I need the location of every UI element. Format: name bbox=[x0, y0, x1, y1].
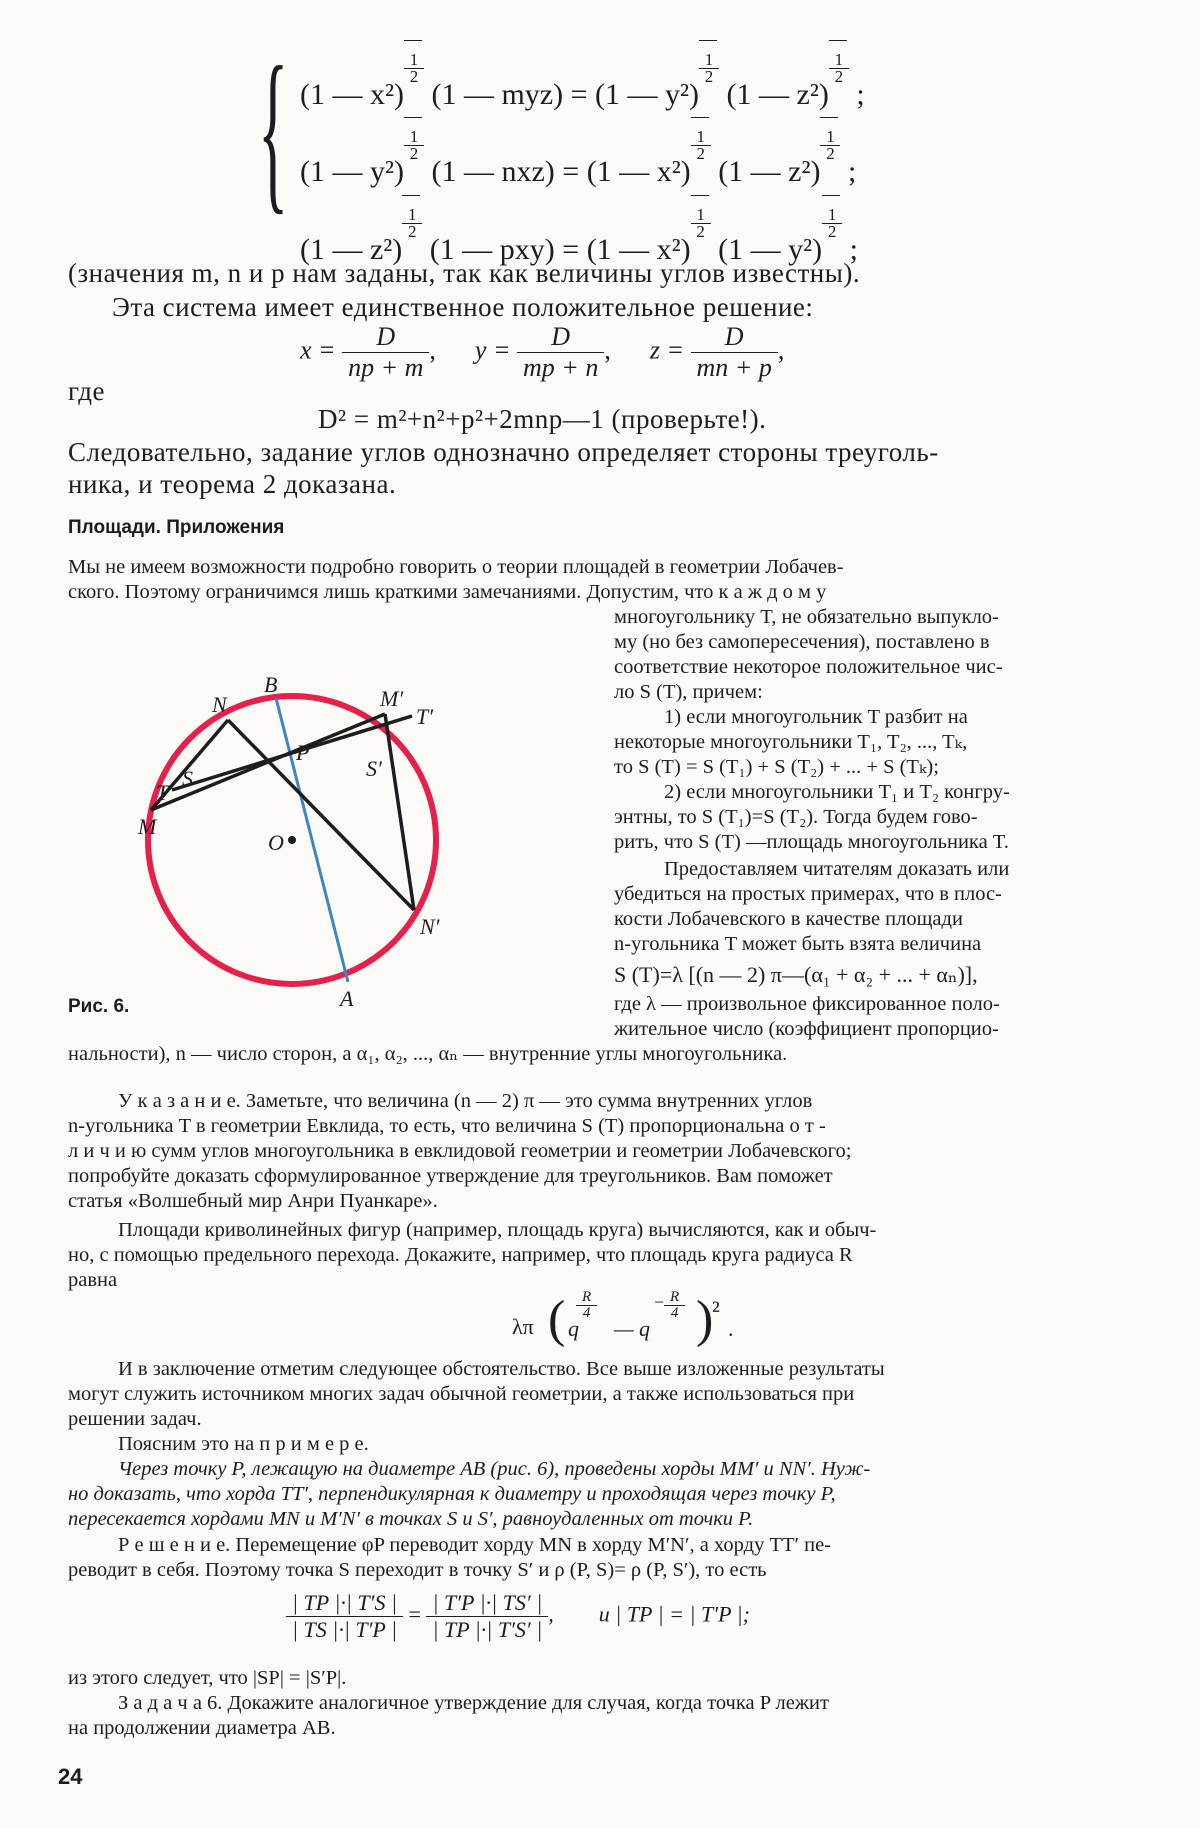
curv-line-3: равна bbox=[68, 1269, 118, 1291]
eq3-rhs: (1 — y²) bbox=[718, 233, 823, 266]
solution-line-1: Р е ш е н и е. Перемещение φP переводит хорду MN в хорду M′N′, а хорду TT′ пе- bbox=[118, 1534, 831, 1556]
eq3-exp1: $\frac{1}{2}$ bbox=[402, 191, 422, 240]
label-b: B bbox=[264, 672, 278, 697]
hint-line-5: статья «Волшебный мир Анри Пуанкаре». bbox=[68, 1190, 438, 1212]
p1-line-8: некоторые многоугольники T₁, T₂, ..., Tₖ, bbox=[614, 731, 968, 753]
z-fraction: $\frac{D}{mn + p}$ bbox=[691, 322, 778, 383]
hint-line-2: n-угольника T в геометрии Евклида, то есть, что величина S (T) пропорциональна о т - bbox=[68, 1115, 826, 1137]
where-label: где bbox=[68, 376, 105, 406]
exp-2: $\frac{R}{4}$ bbox=[664, 1290, 685, 1321]
eq3-exp3: $\frac{1}{2}$ bbox=[822, 191, 842, 240]
x-lhs: x = bbox=[300, 335, 336, 365]
eq2-mid: (1 — nxz) = (1 — x²) bbox=[431, 155, 691, 188]
example-line-4: пересекается хордами MN и M′N′ в точках S и S′, равноудаленных от точки P. bbox=[68, 1508, 754, 1530]
p1-line-12: рить, что S (T) —площадь многоугольника T. bbox=[614, 831, 1009, 853]
final-line-1: И в заключение отметим следующее обстоятельство. Все выше изложенные результаты bbox=[118, 1358, 885, 1380]
center-point bbox=[288, 836, 296, 844]
p1-line-10: 2) если многоугольники T₁ и T₂ конгру- bbox=[664, 781, 1010, 803]
p2-line-6: жительное число (коэффициент пропорцио- bbox=[614, 1018, 999, 1040]
eq2-rhs: (1 — z²) bbox=[718, 155, 821, 188]
eq3-end: ; bbox=[849, 233, 858, 266]
formula-end: . bbox=[728, 1316, 734, 1341]
solution-fractions bbox=[300, 322, 784, 383]
eq3-lhs: (1 — z²) bbox=[300, 233, 403, 266]
area-formula: S (T)=λ [(n — 2) π—(α₁ + α₂ + ... + αₙ)], bbox=[614, 962, 978, 987]
unique-line: Эта система имеет единственное положительное решение: bbox=[112, 292, 814, 322]
squared: ² bbox=[712, 1296, 720, 1325]
ratio-right: $\frac{| T'P |\cdot| TS' |}{| TP |\cdot| T'S' |}$ bbox=[426, 1590, 548, 1643]
q-1: q bbox=[568, 1316, 579, 1341]
label-n: N bbox=[212, 692, 227, 717]
equation-1 bbox=[300, 50, 865, 112]
p1-line-11: энтны, то S (T₁)=S (T₂). Тогда будем гово- bbox=[614, 806, 978, 828]
section-title: Площади. Приложения bbox=[68, 517, 285, 538]
eq3-exp2: $\frac{1}{2}$ bbox=[691, 191, 711, 240]
task-line-1: З а д а ч а 6. Докажите аналогичное утверждение для случая, когда точка P лежит bbox=[118, 1692, 829, 1714]
lambda-pi: λπ bbox=[512, 1314, 534, 1339]
label-o: O bbox=[268, 830, 284, 855]
paren-close: ) bbox=[696, 1291, 714, 1348]
p1-line-6: ло S (T), причем: bbox=[614, 681, 763, 703]
eq1-exp3: $\frac{1}{2}$ bbox=[829, 36, 849, 85]
paren-open: ( bbox=[548, 1291, 566, 1348]
comma-1: , bbox=[429, 335, 436, 365]
figure-caption: Рис. 6. bbox=[68, 996, 130, 1017]
example-line-2: Через точку P, лежащую на диаметре AB (рис. 6), проведены хорды MM′ и NN′. Нуж- bbox=[118, 1458, 871, 1480]
eq1-rhs: (1 — z²) bbox=[726, 78, 829, 111]
x-fraction: $\frac{D}{np + m}$ bbox=[342, 322, 429, 383]
ratio-equals: = bbox=[408, 1601, 421, 1627]
y-lhs: y = bbox=[474, 335, 511, 365]
solution-line-3: из этого следует, что |SP| = |S′P|. bbox=[68, 1667, 347, 1689]
hint-line-3: л и ч и ю сумм углов многоугольника в евклидовой геометрии и геометрии Лобачевского; bbox=[68, 1140, 852, 1162]
p1-line-4: му (но без самопересечения), поставлено в bbox=[614, 631, 990, 653]
system-brace: { bbox=[258, 30, 289, 229]
eq2-exp1: $\frac{1}{2}$ bbox=[404, 113, 424, 162]
curv-line-1: Площади криволинейных фигур (например, площадь круга) вычисляются, как и обыч- bbox=[118, 1219, 877, 1241]
exp-1: $\frac{R}{4}$ bbox=[576, 1290, 597, 1321]
final-line-3: решении задач. bbox=[68, 1408, 202, 1430]
solution-line-2: реводит в себя. Поэтому точка S переходит в точку S′ и ρ (P, S)= ρ (P, S′), то есть bbox=[68, 1559, 767, 1581]
ratio-left: $\frac{| TP |\cdot| T'S |}{| TS |\cdot| T'P |}$ bbox=[286, 1590, 403, 1643]
page-number: 24 bbox=[58, 1764, 83, 1789]
d-squared-formula: D² = m²+n²+p²+2mnp—1 (проверьте!). bbox=[318, 404, 767, 434]
label-t: T bbox=[156, 780, 169, 805]
y-fraction: $\frac{D}{mp + n}$ bbox=[517, 322, 604, 383]
label-n1: N′ bbox=[420, 914, 440, 939]
hint-line-4: попробуйте доказать сформулированное утверждение для треугольников. Вам поможет bbox=[68, 1165, 833, 1187]
curv-line-2: но, с помощью предельного перехода. Докажите, например, что площадь круга радиуса R bbox=[68, 1244, 853, 1266]
task-line-2: на продолжении диаметра AB. bbox=[68, 1717, 336, 1739]
eq1-lhs: (1 — x²) bbox=[300, 78, 404, 111]
p2-line-7: нальности), n — число сторон, а α₁, α₂, ..., αₙ — внутренние углы многоугольника. bbox=[68, 1043, 788, 1065]
ratio-tail: и | TP | = | T′P |; bbox=[598, 1601, 750, 1627]
p2-line-1: Предоставляем читателям доказать или bbox=[664, 858, 1010, 880]
eq1-end: ; bbox=[856, 78, 865, 111]
label-m: M bbox=[138, 814, 157, 839]
p1-line-1: Мы не имеем возможности подробно говорить о теории площадей в геометрии Лобачев- bbox=[68, 556, 844, 578]
eq2-lhs: (1 — y²) bbox=[300, 155, 404, 188]
conclusion-line-2: ника, и теорема 2 доказана. bbox=[68, 469, 397, 499]
label-s: S bbox=[182, 766, 193, 791]
p2-line-5: где λ — произвольное фиксированное поло- bbox=[614, 993, 1000, 1015]
eq2-exp2: $\frac{1}{2}$ bbox=[691, 113, 711, 162]
hint-line-1: У к а з а н и е. Заметьте, что величина (n — 2) π — это сумма внутренних углов bbox=[118, 1090, 813, 1112]
equation-2 bbox=[300, 127, 857, 189]
comma-3: , bbox=[777, 335, 785, 365]
p2-line-3: кости Лобачевского в качестве площади bbox=[614, 908, 963, 930]
figure-6 bbox=[120, 672, 580, 1032]
p1-line-7: 1) если многоугольник T разбит на bbox=[664, 706, 968, 728]
label-m1: M′ bbox=[380, 686, 404, 711]
minus-q: — q bbox=[614, 1316, 651, 1341]
eq1-exp1: $\frac{1}{2}$ bbox=[404, 36, 424, 85]
ratio-equation bbox=[286, 1590, 750, 1643]
z-lhs: z = bbox=[649, 335, 685, 365]
p2-line-2: убедиться на простых примерах, что в плос- bbox=[614, 883, 1002, 905]
conclusion-line-1: Следовательно, задание углов однозначно определяет стороны треуголь- bbox=[68, 437, 939, 467]
note-line: (значения m, n и p нам заданы, так как величины углов известны). bbox=[68, 258, 861, 288]
final-line-2: могут служить источником многих задач обычной геометрии, а также использоваться при bbox=[68, 1383, 855, 1405]
eq2-end: ; bbox=[847, 155, 857, 188]
p1-line-3: многоугольнику T, не обязательно выпукло- bbox=[614, 606, 999, 628]
comma-2: , bbox=[604, 335, 611, 365]
p1-line-9: то S (T) = S (T₁) + S (T₂) + ... + S (Tₖ); bbox=[614, 756, 939, 778]
example-line-1: Поясним это на п р и м е р е. bbox=[118, 1433, 369, 1455]
label-t1: T′ bbox=[416, 704, 434, 729]
neg-sign: − bbox=[654, 1292, 665, 1312]
eq3-mid: (1 — pxy) = (1 — x²) bbox=[429, 233, 691, 266]
p1-line-5: соответствие некоторое положительное чис- bbox=[614, 656, 1003, 678]
example-line-3: но доказать, что хорда TT′, перпендикулярная к диаметру и проходящая через точку P, bbox=[68, 1483, 836, 1505]
eq1-exp2: $\frac{1}{2}$ bbox=[699, 36, 719, 85]
ratio-comma: , bbox=[548, 1601, 554, 1627]
p1-line-2: ского. Поэтому ограничимся лишь краткими замечаниями. Допустим, что к а ж д о м у bbox=[68, 581, 827, 603]
p2-line-4: n-угольника T может быть взята величина bbox=[614, 933, 982, 955]
label-a: A bbox=[340, 986, 354, 1011]
eq1-mid: (1 — myz) = (1 — y²) bbox=[431, 78, 700, 111]
label-s1: S′ bbox=[366, 756, 382, 781]
label-p: P bbox=[296, 740, 310, 765]
eq2-exp3: $\frac{1}{2}$ bbox=[820, 113, 840, 162]
